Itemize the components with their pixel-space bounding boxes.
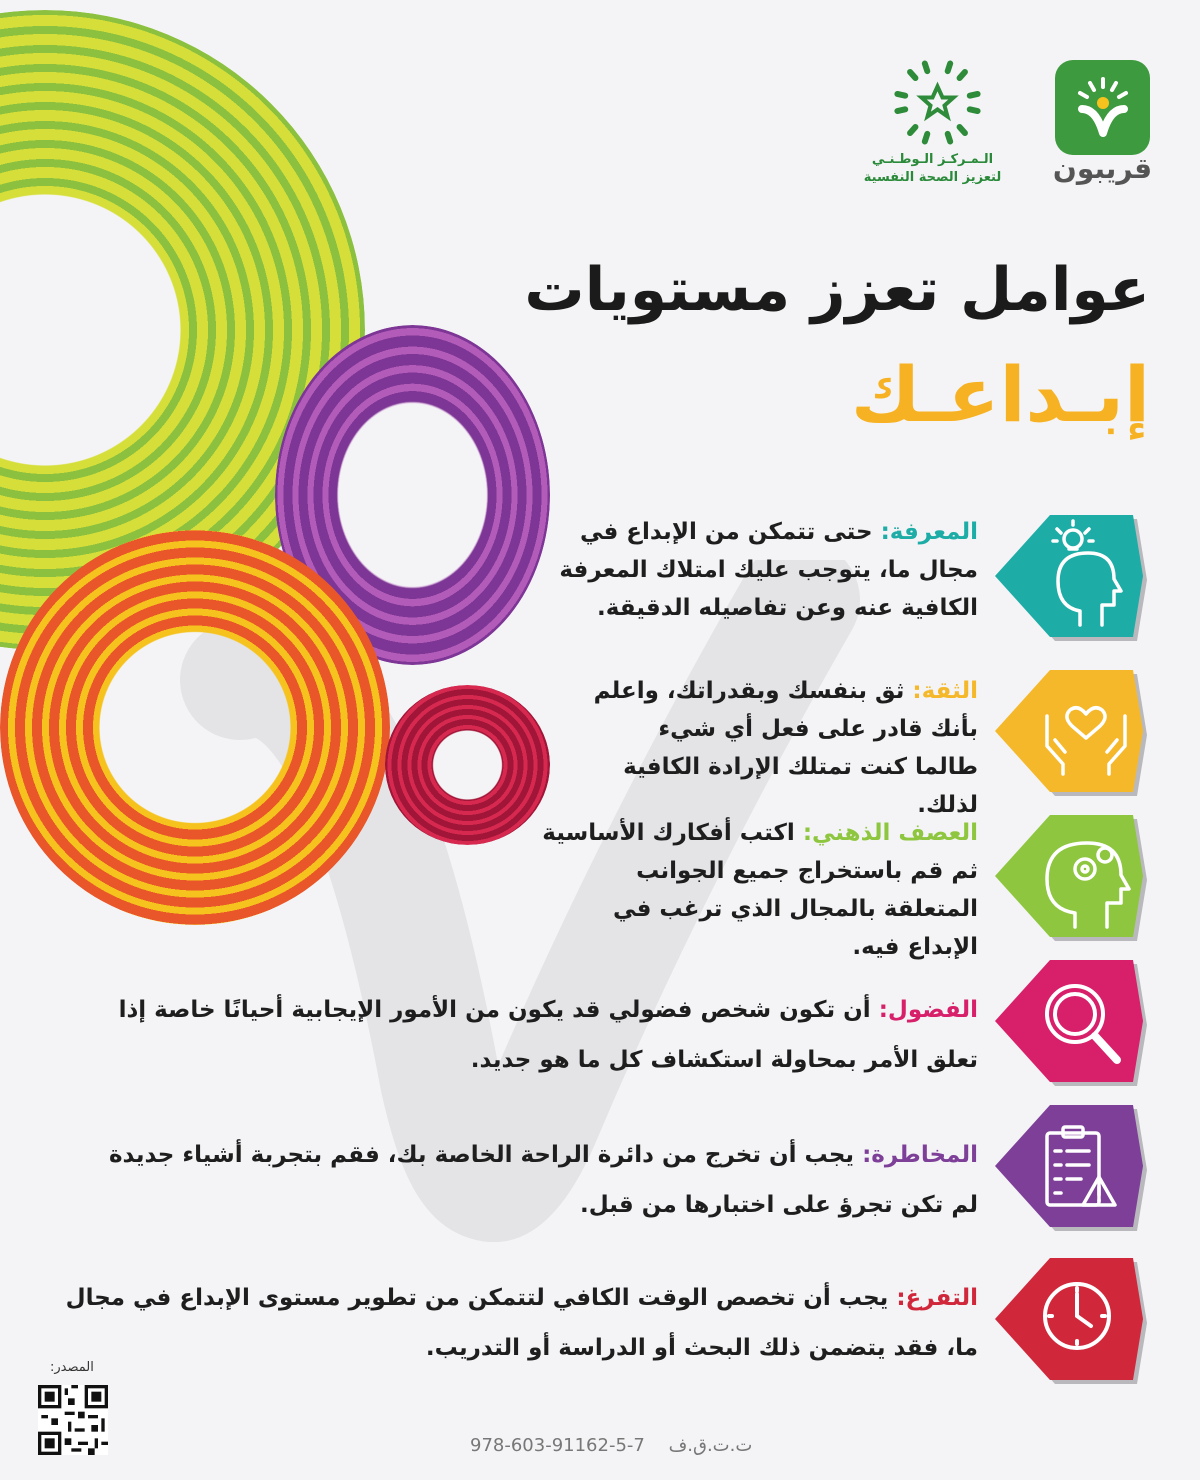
source-label: المصدر:	[50, 1360, 94, 1375]
center-name-line2: لتعزيز الصحة النفسية	[863, 170, 1002, 185]
app-logo	[1055, 60, 1150, 155]
item-label: الثقة:	[912, 678, 978, 704]
magnifier-icon	[995, 960, 1150, 1090]
list-item	[588, 672, 978, 824]
list-item	[58, 1273, 978, 1373]
isbn-label: ت.ت.ق.ف	[668, 1435, 753, 1456]
item-label: المعرفة:	[880, 519, 978, 545]
isbn-line	[470, 1435, 752, 1456]
page-title: عوامل تعزز مستويات	[524, 255, 1150, 325]
center-name-line1: الـمـركـز الـوطـنـي	[871, 152, 994, 167]
v-person-icon	[1068, 73, 1138, 143]
item-label: التفرغ:	[896, 1285, 978, 1311]
item-text: اكتب أفكارك الأساسية ثم قم باستخراج جميع الجوانب المتعلقة بالمجال الذي ترغب في الإبداع فيه.	[542, 820, 978, 960]
page-title-highlight: إبـداعـك	[850, 350, 1150, 439]
list-item	[108, 985, 978, 1085]
item-text: حتى تتمكن من الإبداع في مجال ما، يتوجب عليك امتلاك المعرفة الكافية عنه وعن تفاصيله الدقيقة.	[559, 519, 978, 621]
list-item	[538, 814, 978, 966]
clipboard-warning-icon	[995, 1105, 1150, 1235]
isbn-number: 978-603-91162-5-7	[470, 1435, 645, 1456]
list-item	[548, 513, 978, 627]
item-label: المخاطرة:	[862, 1142, 978, 1168]
head-bulb-icon	[995, 515, 1150, 645]
item-text: ثق بنفسك وبقدراتك، واعلم بأنك قادر على فعل أي شيء طالما كنت تمتلك الإرادة الكافية لذلك.	[593, 678, 978, 818]
clock-icon	[995, 1258, 1150, 1388]
hands-heart-icon	[995, 670, 1150, 800]
list-item	[78, 1130, 978, 1230]
item-text: يجب أن تخرج من دائرة الراحة الخاصة بك، فقم بتجربة أشياء جديدة لم تكن تجرؤ على اختبارها من قبل.	[108, 1142, 978, 1218]
app-name: قريبون	[1052, 152, 1153, 185]
orange-ring-decoration	[0, 530, 390, 925]
item-label: العصف الذهني:	[802, 820, 978, 846]
item-label: الفضول:	[878, 997, 978, 1023]
item-text: يجب أن تخصص الوقت الكافي لتتمكن من تطوير مستوى الإبداع في مجال ما، فقد يتضمن ذلك البحث أو الدراسة أو التدريب.	[65, 1285, 978, 1361]
head-gears-icon	[995, 815, 1150, 945]
qr-code[interactable]	[38, 1385, 108, 1455]
red-ring-decoration	[385, 685, 550, 845]
item-text: أن تكون شخص فضولي قد يكون من الأمور الإيجابية أحيانًا خاصة إذا تعلق الأمر بمحاولة استكشاف كل ما هو جديد.	[118, 997, 978, 1073]
national-center-logo	[890, 55, 985, 150]
